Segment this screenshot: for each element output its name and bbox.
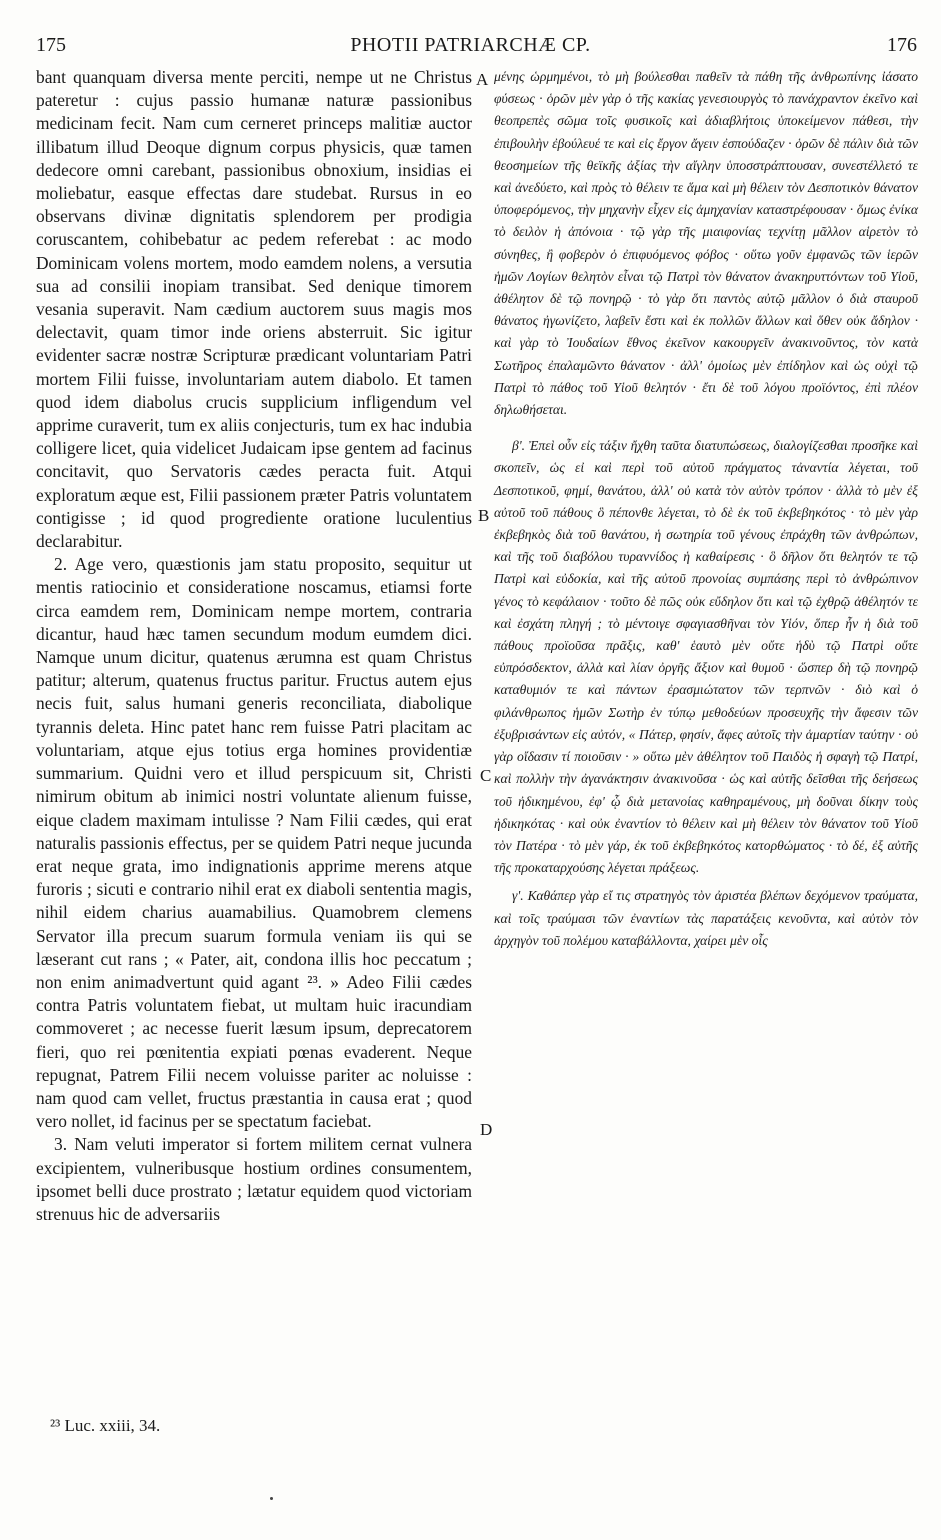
- greek-paragraph-1: μένης ὡρμημένοι, τὸ μὴ βούλεσθαι παθεῖν τὰ πάθη τῆς ἀνθρωπίνης ἰάσατο φύσεως · ὁρῶν μὲν γὰρ ὁ τῆς κακίας γενεσιουργὸς τὸ πανάχραντον ἐκεῖνο καὶ θεοπρεπὲς σῶμα τοῖς φυσικοῖς καὶ ἀδιαβλήτοις ὑποκείμενον πάθεσι, τὴν ἐπιβουλὴν ἐβούλευέ τε καὶ εἰς ἔργον ἄγειν ἐσπούδαζεν · ὁρῶν δὲ πάλιν διὰ τῶν θεοσημείων τῆς θεϊκῆς ἀξίας τὴν αἴγλην ὑποσστράπτουσαν, συνεστέλλετό τε καὶ ἀνεδύετο, καὶ πρὸς τὸ θέλειν τε ἅμα καὶ μὴ θέλειν τὸν Δεσποτικὸν θάνατον ὑποφερόμενος, τὴν μηχανὴν εἶχεν εἰς ἀμηχανίαν καταστρέφουσαν · ὅμως ἐνίκα τὸ δειλὸν ἡ ἀπόνοια · τῷ γὰρ τῆς μιαιφονίας τεχνίτῃ μᾶλλον αἱρετὸν τὸ σύνηθες, ἢ φοβερὸν ὁ ἐπιφυόμενος φόβος · οὕτω γοῦν ἐμφανῶς τῶν ἱερῶν ἡμῶν Λογίων θελητὸν εἶναι τῷ Πατρὶ τὸν θάνατον ἀνακηρυττόντων τοῦ Υἱοῦ, ἀθέλητον δὲ τῷ πονηρῷ · τὸ γὰρ ὅτι παντὸς αὐτῷ μᾶλλον ὁ διὰ σταυροῦ θάνατος ἠγωνίζετο, λαβεῖν ἔστι καὶ ἐκ πολλῶν ἄλλων καὶ ὅθεν οὐκ ἄδηλον · καὶ γὰρ τὸ Ἰουδαίων ἔθνος ἐκεῖνον κακουργεῖν ἀνακινοῦντος, τὸν κατὰ Σωτῆρος ἐπαλαμῶντο θάνατον · ἀλλ' ὁμοίως μὲν ἐπίδηλον καὶ ὡς οὐχὶ τῷ Πατρὶ τὸ πάθος τοῦ Υἱοῦ θελητόν · ἔτι δὲ τοῦ λόγου προϊόντος, ἐπὶ πλέον δηλωθήσεται.: [494, 69, 918, 418]
- running-title: PHOTII PATRIARCHÆ CP.: [350, 34, 591, 56]
- greek-paragraph-2: β'. Ἐπεὶ οὖν εἰς τάξιν ἤχθη ταῦτα διατυπώσεως, διαλογίζεσθαι προσῆκε καὶ σκοπεῖν, ὡς εἰ καὶ περὶ τοῦ αὐτοῦ πράγματος τἀναντία λέγεται, τοῦ Δεσποτικοῦ, φημί, θανάτου, ἀλλ' οὐ κατὰ τὸν αὐτὸν τρόπον · ἀλλὰ τὸ μὲν ἐξ αὐτοῦ τοῦ πάθους ὃ πέπονθε λέγεται, τὸ δὲ ἐκ τοῦ ἐκβεβηκότος · τὸ μὲν γὰρ ἐκβεβηκὸς διὰ τοῦ θανάτου, ἡ σωτηρία τοῦ γένους ἐπράχθη τῶν ἀνθρώπων, καὶ τῆς τοῦ διαβόλου τυραννίδος ἡ καθαίρεσις · ὃ δῆλον ὅτι θελητόν τε τῷ Πατρὶ καὶ εὐδοκία, καὶ τῆς αὐτοῦ προνοίας συμπάσης περὶ τὸ ἀνθρώπινον γένος τὸ κεφάλαιον · τοῦτο δὲ πῶς οὐκ εὔδηλον ὅτι καὶ τῷ ἐχθρῷ ἀθέλητόν τε καὶ ἐσχάτη πληγή ; τὸ μέντοιγε σφαγιασθῆναι τὸν Υἱόν, ὅπερ ἦν ἡ διὰ τοῦ πάθους προϊοῦσα πρᾶξις, καθ' ἑαυτὸ μὲν οὔτε ἡδὺ τῷ Πατρὶ οὔτε εὐπρόσδεκτον, ἀλλὰ καὶ λίαν ὀργῆς ἄξιον καὶ θυμοῦ · ὥσπερ δὴ τῷ πονηρῷ καταθυμιόν τε καὶ πάντων ἐρασμιώτατον τῶν τερπνῶν · διὸ καὶ ὁ φιλάνθρωπος ἡμῶν Σωτὴρ ἐν τύπῳ μεθοδεύων προσευχῆς τὴν ἄφεσιν τῶν ἐξυβρισάντων εἰς αὐτόν, « Πάτερ, φησίν, ἄφες αὐτοῖς τὴν ἁμαρτίαν ταύτην · οὐ γὰρ οἴδασιν τί ποιοῦσιν · » οὕτω μὲν ἀθέλητον τοῦ Παιδὸς ἡ σφαγὴ τῷ Πατρί, καὶ πολλὴν τὴν ἀγανάκτησιν ἀνακινοῦσα · ὡς καὶ αὐτῆς δεῖσθαι τῆς δεήσεως τοῦ ἠδικημένου, ἐφ' ᾧ διὰ μετανοίας καθηραμένους, μὴ δοῦναι δίκην τοὺς ἠδικηκότας · καὶ οὐκ ἐναντίον τὸ θέλειν καὶ μὴ θέλειν τὸν θάνατον τοῦ Υἱοῦ τὸν Πατέρα · τὸ μὲν γάρ, ἐκ τοῦ ἐκβεβηκότος κατορθώματος · τὸ δέ, ἐξ αὐτῆς τῆς προκαταρχούσης λέγεται πράξεως.: [494, 438, 918, 876]
- section-marker-d: D: [480, 1120, 493, 1139]
- section-marker-a: A: [476, 70, 489, 89]
- latin-column: [36, 66, 472, 1226]
- section-marker-b: B: [478, 506, 490, 525]
- page-number-right: 176: [887, 34, 917, 56]
- latin-paragraph-1: bant quanquam diversa mente perciti, nempe ut ne Christus pateretur : cujus passio humanæ naturæ passionibus medicinam fecit. Nam cum cerneret princeps malitiæ auctor illibatum illud Deoque dignum corpus physicis, quæ tamen dedecore omni carebant, passionibus obnoxium, insidias ei moliebatur, easque effectas dare studebat. Rursus in eo observans divinæ dignitatis splendorem per prodigia coruscantem, cohibebatur ac pedem referebat : ac modo Dominicam volens mortem, modo eamdem nolens, a versutia sua ad consilii inopiam transibat. Sed denique timorem vesania superavit. Nam cædium auctorem suus magis mos delectavit, quam timor inde oriens absterruit. Sic igitur evidenter sacræ nostræ Scripturæ prædicant voluntariam Patri mortem Filii fuisse, involuntariam autem diabolo. Et tamen quod idem diabolus crucis supplicium infligendum vel apprime curaverit, tum ex aliis conjecturis, tum ex hac indubia colligere licet, quia videlicet Judaicam ipse gentem ad facinus concitavit, quo Servatoris cædes peracta fuit. Atqui exploratum æque est, Filii passionem præter Patris voluntatem contigisse ; id quod progrediente oratione luculentius declarabitur.: [36, 67, 472, 552]
- footnote: ²³ Luc. xxiii, 34.: [50, 1416, 161, 1435]
- greek-paragraph-3: γ'. Καθάπερ γὰρ εἴ τις στρατηγὸς τὸν ἀριστέα βλέπων δεχόμενον τραύματα, καὶ τοῖς τραύμασι τῶν ἐναντίων τὰς παρατάξεις κενοῦντα, καὶ αὐτὸν τὸν ἀρχηγὸν τοῦ πολέμου καταβάλλοντα, χαίρει μὲν οἷς: [494, 888, 918, 948]
- latin-paragraph-3: 3. Nam veluti imperator si fortem militem cernat vulnera excipientem, vulneribusque hostium ordines consumentem, ipsomet belli duce prostrato ; lætatur equidem quod victoriam strenuus hic de adversariis: [36, 1134, 472, 1224]
- section-marker-c: C: [480, 766, 492, 785]
- page-header: [0, 34, 941, 64]
- latin-paragraph-2: 2. Age vero, quæstionis jam statu proposito, sequitur ut mentis ratiocinio et consideratione noscamus, etiamsi forte circa eamdem rem, Dominicam nempe mortem, contraria dicantur, haud hæc tamen secundum modum eumdem dici. Namque unum dicitur, quatenus ærumna est quam Christus patitur; alterum, quatenus fructus paritur. Fructus autem ejus necis fuit, salus humani generis reconciliata, diabolique tyrannis deleta. Hinc patet hanc rem fuisse Patri placitam ac voluntariam, atque ejus totius erga homines providentiæ summarium. Quidni vero et illud perspicuum sit, Christi nimirum obitum ab inimici nostri voluntate alienum fuisse, eique cladem maximam intulisse ? Nam Filii cædes, qui erat naturalis passionis effectus, per se quidem Patri neque jucunda erat neque grata, imo indignationis apprime merens atque furoris ; sicuti e contrario nihil erat ex diaboli sententia magis, nihil eidem charius auamabilius. Quamobrem clemens Servator illa precum suarum formula veniam iis qui se læserant cut rans ; « Pater, ait, condona illis hoc peccatum ; non enim animadvertunt quid agant ²³. » Adeo Filii cædes contra Patris voluntatem fiebat, ut multam huic iracundiam commoveret ; ac necesse fuerit læsum ipsum, deprecatorem fieri, quo rei pœnitentia expiati pœnas evaderent. Neque repugnat, Patrem Filii necem voluisse pariter ac noluisse : nam quod cam vellet, fructus præstantia in causa erat ; quod vero nollet, id facinus per se spectatum faciebat.: [36, 554, 472, 1132]
- ink-speck: [270, 1497, 273, 1500]
- greek-column: [494, 66, 918, 952]
- page-number-left: 175: [36, 34, 66, 56]
